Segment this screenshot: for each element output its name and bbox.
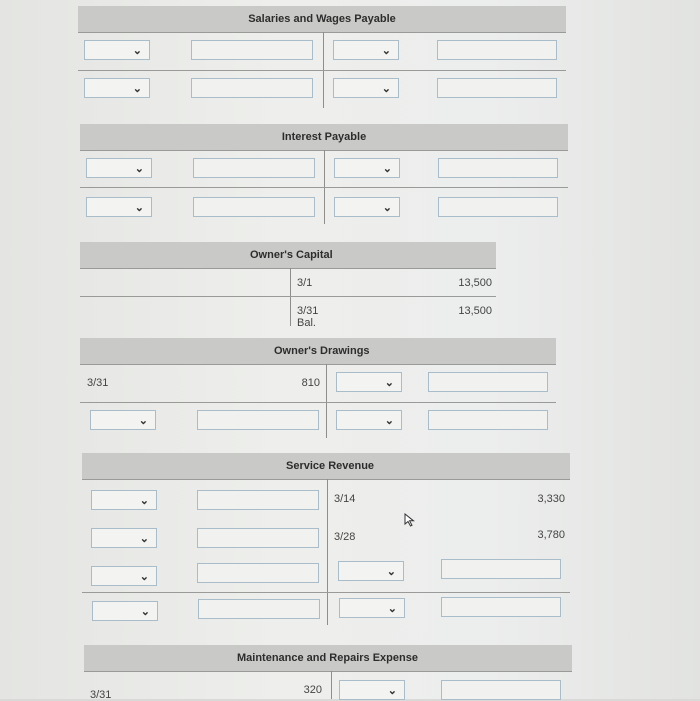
divider bbox=[80, 364, 556, 365]
credit-amount: 13,500 bbox=[458, 277, 492, 289]
debit-amount-input[interactable] bbox=[198, 599, 320, 619]
balance-line bbox=[80, 187, 568, 188]
chevron-down-icon: ⌄ bbox=[387, 685, 397, 697]
debit-amount: 320 bbox=[303, 684, 322, 696]
chevron-down-icon: ⌄ bbox=[384, 415, 394, 427]
credit-amount-input[interactable] bbox=[428, 372, 548, 392]
account-title: Owner's Capital bbox=[80, 242, 496, 268]
balance-line bbox=[82, 592, 570, 593]
chevron-down-icon: ⌄ bbox=[384, 377, 394, 389]
credit-date-select[interactable] bbox=[339, 680, 405, 700]
credit-amount: 3,330 bbox=[537, 493, 565, 505]
credit-amount-input[interactable] bbox=[437, 40, 557, 60]
credit-amount: 3,780 bbox=[537, 529, 565, 541]
credit-date-select[interactable] bbox=[336, 372, 402, 392]
chevron-down-icon: ⌄ bbox=[139, 571, 149, 583]
mouse-pointer-icon bbox=[404, 513, 416, 527]
chevron-down-icon: ⌄ bbox=[139, 495, 149, 507]
t-account-center-line bbox=[326, 364, 327, 438]
debit-amount-input[interactable] bbox=[191, 40, 313, 60]
debit-amount-input[interactable] bbox=[197, 528, 319, 548]
debit-date-select[interactable] bbox=[90, 410, 156, 430]
chevron-down-icon: ⌄ bbox=[140, 606, 150, 618]
chevron-down-icon: ⌄ bbox=[134, 163, 144, 175]
credit-balance-date: 3/31 Bal. bbox=[297, 305, 319, 329]
account-title: Interest Payable bbox=[80, 124, 568, 150]
debit-amount-input[interactable] bbox=[191, 78, 313, 98]
chevron-down-icon: ⌄ bbox=[132, 45, 142, 57]
credit-amount-input[interactable] bbox=[438, 158, 558, 178]
credit-date: 3/14 bbox=[334, 493, 356, 505]
credit-date: 3/1 bbox=[297, 277, 313, 289]
debit-date-select[interactable] bbox=[86, 197, 152, 217]
debit-date-select[interactable] bbox=[86, 158, 152, 178]
credit-date-select[interactable] bbox=[333, 78, 399, 98]
chevron-down-icon: ⌄ bbox=[381, 45, 391, 57]
debit-amount-input[interactable] bbox=[197, 563, 319, 583]
debit-date-select[interactable] bbox=[84, 40, 150, 60]
credit-amount-input[interactable] bbox=[437, 78, 557, 98]
t-account-center-line bbox=[327, 479, 328, 625]
account-title: Maintenance and Repairs Expense bbox=[84, 645, 572, 671]
balance-line bbox=[78, 70, 566, 71]
chevron-down-icon: ⌄ bbox=[381, 83, 391, 95]
debit-date: 3/31 bbox=[90, 689, 112, 701]
t-account-center-line bbox=[331, 671, 332, 699]
divider bbox=[80, 268, 496, 269]
credit-balance-amount: 13,500 bbox=[458, 305, 492, 317]
credit-amount-input[interactable] bbox=[441, 559, 561, 579]
credit-date-select[interactable] bbox=[333, 40, 399, 60]
chevron-down-icon: ⌄ bbox=[132, 83, 142, 95]
debit-date-select[interactable] bbox=[91, 528, 157, 548]
chevron-down-icon: ⌄ bbox=[382, 163, 392, 175]
debit-date-select[interactable] bbox=[84, 78, 150, 98]
chevron-down-icon: ⌄ bbox=[134, 202, 144, 214]
credit-amount-input[interactable] bbox=[438, 197, 558, 217]
debit-amount-input[interactable] bbox=[193, 197, 315, 217]
divider bbox=[82, 479, 570, 480]
chevron-down-icon: ⌄ bbox=[387, 603, 397, 615]
account-title: Salaries and Wages Payable bbox=[78, 6, 566, 32]
credit-date: 3/28 bbox=[334, 531, 356, 543]
credit-amount-input[interactable] bbox=[428, 410, 548, 430]
credit-date-select[interactable] bbox=[339, 598, 405, 618]
chevron-down-icon: ⌄ bbox=[382, 202, 392, 214]
chevron-down-icon: ⌄ bbox=[138, 415, 148, 427]
debit-amount-input[interactable] bbox=[193, 158, 315, 178]
debit-amount-input[interactable] bbox=[197, 490, 319, 510]
balance-line bbox=[80, 402, 556, 403]
divider bbox=[78, 32, 566, 33]
debit-amount: 810 bbox=[301, 377, 320, 389]
debit-date-select[interactable] bbox=[91, 490, 157, 510]
debit-date-select[interactable] bbox=[91, 566, 157, 586]
credit-date-select[interactable] bbox=[334, 197, 400, 217]
divider bbox=[84, 671, 572, 672]
account-title: Owner's Drawings bbox=[80, 338, 556, 364]
credit-date-select[interactable] bbox=[334, 158, 400, 178]
chevron-down-icon: ⌄ bbox=[386, 566, 396, 578]
balance-line bbox=[80, 296, 496, 297]
credit-amount-input[interactable] bbox=[441, 597, 561, 617]
debit-date: 3/31 bbox=[87, 377, 109, 389]
credit-date-select[interactable] bbox=[336, 410, 402, 430]
debit-date-select[interactable] bbox=[92, 601, 158, 621]
account-title: Service Revenue bbox=[82, 453, 570, 479]
chevron-down-icon: ⌄ bbox=[139, 533, 149, 545]
t-account-center-line bbox=[290, 268, 291, 326]
debit-amount-input[interactable] bbox=[197, 410, 319, 430]
credit-date-select[interactable] bbox=[338, 561, 404, 581]
credit-amount-input[interactable] bbox=[441, 680, 561, 700]
